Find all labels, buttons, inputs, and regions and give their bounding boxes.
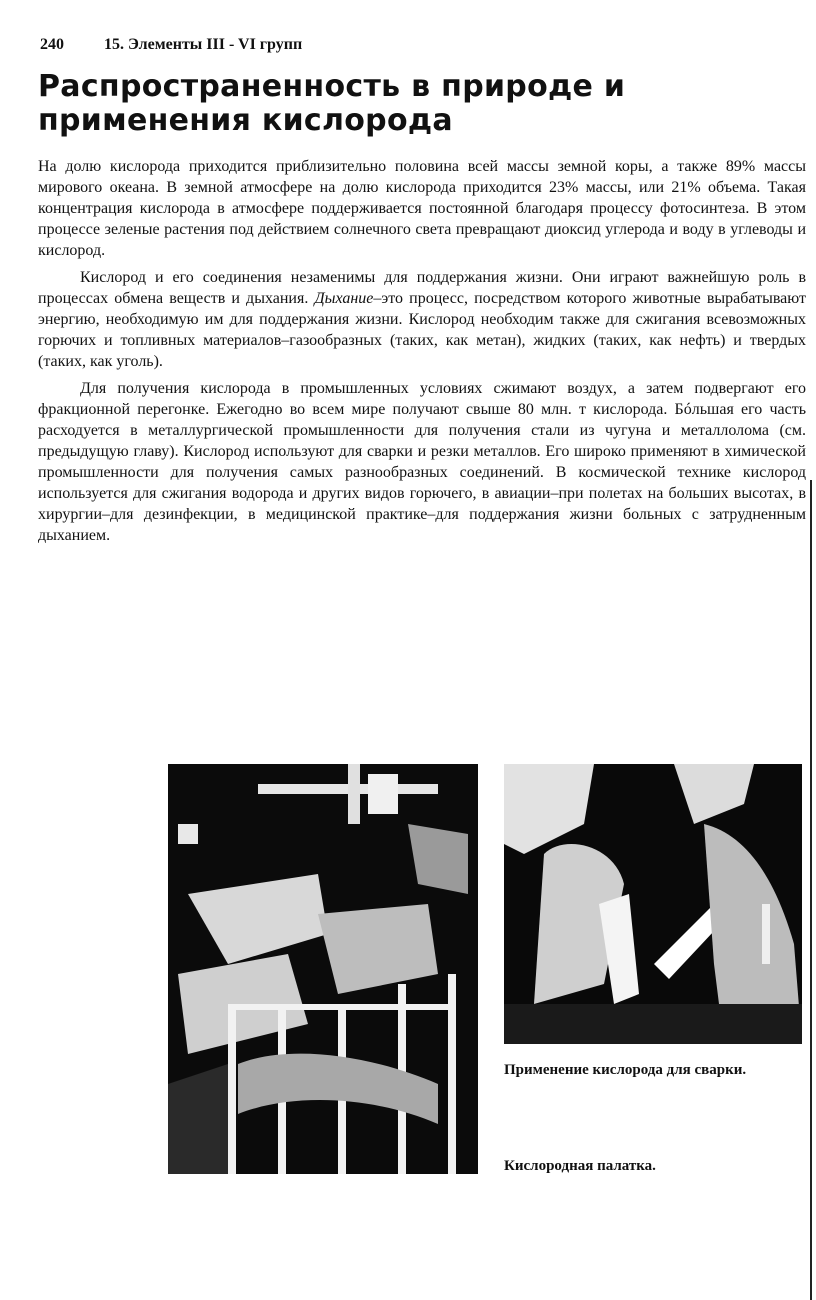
term-respiration: Дыхание: [314, 290, 374, 307]
oxygen-tent-image: [168, 764, 478, 1174]
section-title: [38, 70, 778, 138]
section-title-line-1: Распространенность в природе и: [38, 69, 626, 104]
welding-caption: Применение кислорода для сварки.: [504, 1062, 747, 1078]
page-number: 240: [40, 36, 64, 53]
chapter-title: 15. Элементы III - VI групп: [104, 36, 303, 53]
tent-caption: Кислородная палатка.: [504, 1158, 656, 1174]
running-header: [40, 36, 780, 54]
section-title-line-2: применения кислорода: [38, 103, 453, 138]
paragraph-3: Для получения кислорода в промышленных условиях сжимают воздух, а затем подвергают его фракционной перегонке. Ежегодно во всем мире получают свыше 80 млн. т кислорода. Бóльшая его часть расходуется в металлургической промышленности для получения стали из чугуна и металлолома (см. предыдущую главу). Кислород используют для сварки и резки металлов. Его широко применяют в химической промышленности для получения самых разнообразных соединений. В космической технике кислород используется для сжигания водорода и других видов горючего, в авиации–при полетах на больших высотах, в хирургии–для дезинфекции, в медицинской практике–для поддержания жизни больных с затрудненным дыханием.: [38, 380, 806, 544]
paragraph-2: [38, 267, 806, 372]
paragraph-2-start: Кислород и его соединения незаменимы для поддержания жизни. Они играют важнейшую роль в процессах обмена веществ и дыхания.: [38, 269, 806, 307]
paragraph-1: На долю кислорода приходится приблизительно половина всей массы земной коры, а также 89% массы мирового океана. В земной атмосфере на долю кислорода приходится 23% массы, или 21% объема. Такая концентрация кислорода в атмосфере поддерживается постоянной благодаря процессу фотосинтеза. В этом процессе зеленые растения под действием солнечного света превращают диоксид углерода и воду в углеводы и кислород.: [38, 158, 806, 259]
paragraph-2-end: –это процесс, посредством которого животные вырабатывают энергию, необходимую им для поддержания жизни. Кислород необходим также для сжигания всевозможных горючих и топливных материалов–газообразных (таких, как метан), жидких (таких, как нефть) и твердых (таких, как уголь).: [38, 290, 806, 370]
oxygen-tent-photo: [168, 764, 478, 1174]
welding-image: [504, 764, 802, 1044]
article-body: [38, 156, 806, 552]
welding-photo: [504, 764, 802, 1044]
scan-edge-line: [810, 480, 812, 1300]
